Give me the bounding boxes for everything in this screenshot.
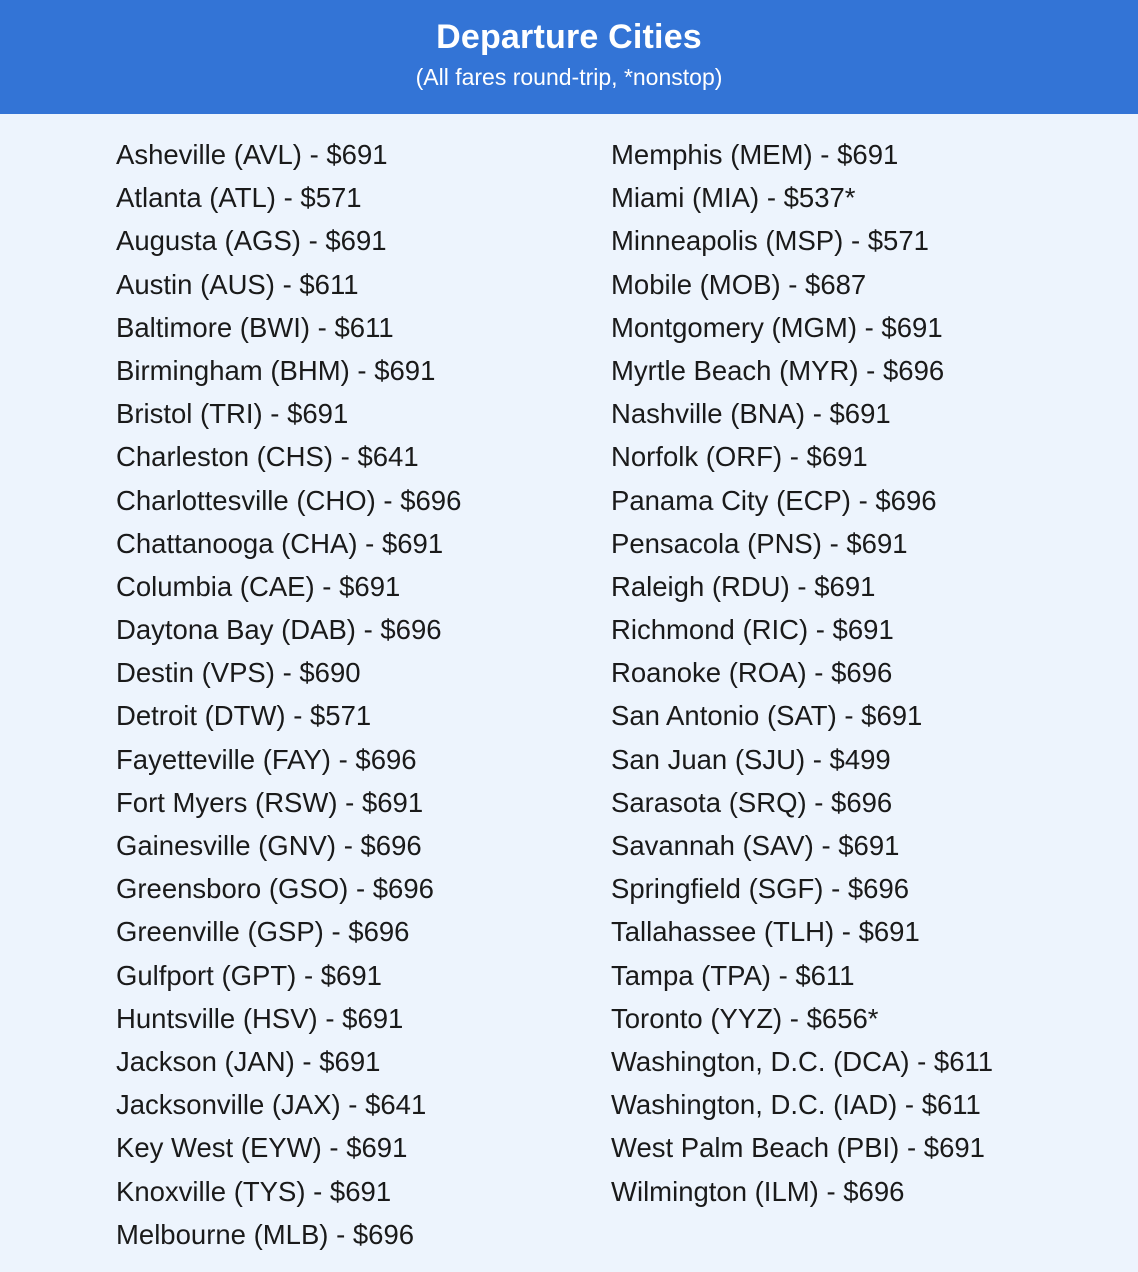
city-fare-item: Sarasota (SRQ) - $696 bbox=[611, 786, 893, 818]
city-fare-item: Mobile (MOB) - $687 bbox=[611, 268, 867, 300]
city-fare-item: Fort Myers (RSW) - $691 bbox=[116, 786, 424, 818]
city-fare-item: Washington, D.C. (IAD) - $611 bbox=[611, 1089, 981, 1121]
city-fare-item: Greenville (GSP) - $696 bbox=[116, 916, 410, 948]
city-fare-item: Jackson (JAN) - $691 bbox=[116, 1045, 381, 1077]
city-fare-item: Minneapolis (MSP) - $571 bbox=[611, 225, 929, 257]
city-fare-item: Jacksonville (JAX) - $641 bbox=[116, 1089, 427, 1121]
city-fare-item: Tallahassee (TLH) - $691 bbox=[611, 916, 920, 948]
city-fare-item: Augusta (AGS) - $691 bbox=[116, 225, 387, 257]
city-fare-item: Toronto (YYZ) - $656* bbox=[611, 1002, 879, 1034]
city-fare-item: Asheville (AVL) - $691 bbox=[116, 139, 388, 170]
city-fare-item: Springfield (SGF) - $696 bbox=[611, 873, 910, 905]
city-fare-item: Knoxville (TYS) - $691 bbox=[116, 1175, 392, 1207]
city-fare-item: Huntsville (HSV) - $691 bbox=[116, 1002, 404, 1034]
city-fare-item: Savannah (SAV) - $691 bbox=[611, 830, 900, 861]
city-fare-item: Detroit (DTW) - $571 bbox=[116, 700, 372, 732]
city-fare-item: Columbia (CAE) - $691 bbox=[116, 570, 401, 602]
city-fare-item: Panama City (ECP) - $696 bbox=[611, 484, 937, 516]
city-fare-item: Destin (VPS) - $690 bbox=[116, 657, 361, 689]
city-fare-item: San Juan (SJU) - $499 bbox=[611, 743, 891, 775]
city-fare-item: Baltimore (BWI) - $611 bbox=[116, 311, 394, 343]
city-fare-item: Gainesville (GNV) - $696 bbox=[116, 830, 422, 861]
city-fare-item: Nashville (BNA) - $691 bbox=[611, 398, 891, 430]
city-fare-item: Wilmington (ILM) - $696 bbox=[611, 1175, 905, 1207]
city-list-right bbox=[611, 133, 993, 1213]
city-fare-item: Charleston (CHS) - $641 bbox=[116, 441, 419, 473]
city-fare-item: Memphis (MEM) - $691 bbox=[611, 139, 899, 170]
city-fare-item: Pensacola (PNS) - $691 bbox=[611, 527, 908, 559]
city-fare-item: Greensboro (GSO) - $696 bbox=[116, 873, 434, 905]
city-fare-item: Chattanooga (CHA) - $691 bbox=[116, 527, 444, 559]
city-fare-item: Atlanta (ATL) - $571 bbox=[116, 182, 362, 214]
city-fare-item: Gulfport (GPT) - $691 bbox=[116, 959, 382, 991]
city-fare-item: Roanoke (ROA) - $696 bbox=[611, 657, 893, 689]
city-fare-item: Charlottesville (CHO) - $696 bbox=[116, 484, 462, 516]
city-fare-item: Norfolk (ORF) - $691 bbox=[611, 441, 868, 473]
city-fare-item: Richmond (RIC) - $691 bbox=[611, 614, 894, 646]
city-list-left bbox=[116, 133, 461, 1256]
page-title: Departure Cities bbox=[436, 18, 702, 56]
city-fare-item: San Antonio (SAT) - $691 bbox=[611, 700, 923, 732]
city-fare-item: Washington, D.C. (DCA) - $611 bbox=[611, 1045, 994, 1077]
city-fare-item: Fayetteville (FAY) - $696 bbox=[116, 743, 417, 775]
city-fare-item: Birmingham (BHM) - $691 bbox=[116, 354, 436, 386]
city-fare-item: West Palm Beach (PBI) - $691 bbox=[611, 1132, 985, 1164]
city-fare-item: Bristol (TRI) - $691 bbox=[116, 398, 349, 430]
city-fare-item: Key West (EYW) - $691 bbox=[116, 1132, 408, 1164]
city-fare-item: Tampa (TPA) - $611 bbox=[611, 959, 855, 991]
header-banner bbox=[0, 0, 1138, 114]
page-subtitle: (All fares round-trip, *nonstop) bbox=[415, 64, 723, 90]
city-fare-item: Miami (MIA) - $537* bbox=[611, 182, 856, 214]
city-fare-item: Melbourne (MLB) - $696 bbox=[116, 1218, 415, 1250]
city-fare-item: Raleigh (RDU) - $691 bbox=[611, 570, 876, 602]
city-fare-item: Montgomery (MGM) - $691 bbox=[611, 311, 943, 343]
city-fare-item: Austin (AUS) - $611 bbox=[116, 268, 359, 300]
city-fare-item: Myrtle Beach (MYR) - $696 bbox=[611, 354, 945, 386]
city-fare-item: Daytona Bay (DAB) - $696 bbox=[116, 614, 442, 646]
